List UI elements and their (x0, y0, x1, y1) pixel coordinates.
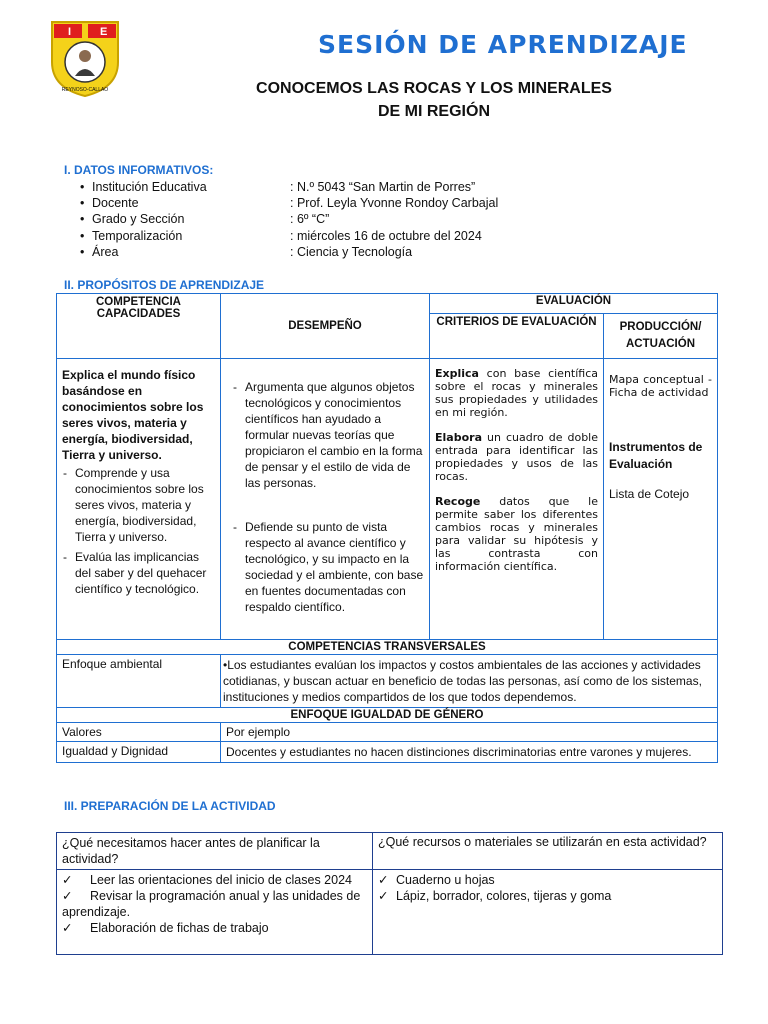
enfoque-text: Los estudiantes evalúan los impactos y costos ambientales de las acciones y actividades cotidianas, y buscan actuar en beneficio de todas las personas, así como de los sistemas, instituciones y medios compartidos de los que todos dependemos. (223, 658, 702, 704)
check-icon: ✓ (62, 889, 73, 903)
propositos-table (56, 293, 718, 763)
enfoque-text-cell: •Los estudiantes evalúan los impactos y costos ambientales de las acciones y actividades cotidianas, y buscan actuar en beneficio de todas las personas, así como de los sistemas, instituciones y medios compartidos de los que todos dependemos. (221, 655, 718, 708)
check-icon: ✓ (378, 889, 389, 903)
question-recursos: ¿Qué recursos o materiales se utilizarán en esta actividad? (373, 833, 723, 870)
antes-item: ✓ Elaboración de fichas de trabajo (62, 921, 269, 935)
info-row-grado: • Grado y Sección : 6º “C” (80, 212, 330, 226)
criterio-item: Explica con base científica sobre el rocas y minerales sus propiedades y utilidades en mi región. (435, 367, 598, 419)
valores-label: Valores (57, 723, 221, 742)
genero-heading: ENFOQUE IGUALDAD DE GÉNERO (57, 708, 718, 723)
antes-list (57, 870, 373, 955)
criterios-cell (430, 359, 604, 640)
info-row-temporalizacion: • Temporalización : miércoles 16 de octubre del 2024 (80, 229, 482, 243)
competencia-cell (57, 359, 221, 640)
logo-text: REYNOSO-CALLAO (61, 87, 109, 93)
produccion-text: Mapa conceptual - Ficha de actividad (609, 373, 712, 399)
desempeno-cell (221, 359, 430, 640)
igualdad-label: Igualdad y Dignidad (57, 742, 221, 763)
check-icon: ✓ (62, 921, 73, 935)
info-row-institucion: • Institución Educativa : N.º 5043 “San Martin de Porres” (80, 180, 476, 194)
desempeno-item: - Argumenta que algunos objetos tecnológicos y conocimientos científicos han ayudado a formular nuevas teorías que propiciaron el cambio en la forma de pensar y el estilo de vida de las personas. (245, 379, 424, 491)
header-evaluacion: EVALUACIÓN (430, 294, 718, 314)
enfoque-label: Enfoque ambiental (57, 655, 221, 708)
recurso-item: ✓ Cuaderno u hojas (378, 873, 495, 887)
antes-item: ✓ Revisar la programación anual y las unidades de aprendizaje. (62, 889, 361, 919)
capacidad-item: - Comprende y usa conocimientos sobre los seres vivos, materia y energía, biodiversidad, Tierra y universo. (75, 465, 215, 545)
competencia-text: Explica el mundo físico basándose en conocimientos sobre los seres vivos, materia y energía, biodiversidad, Tierra y universo. (62, 368, 204, 462)
valores-value: Por ejemplo (221, 723, 718, 742)
capacidad-item: - Evalúa las implicancias del saber y del quehacer científico y tecnológico. (75, 549, 215, 597)
transversales-heading: COMPETENCIAS TRANSVERSALES (57, 640, 718, 655)
header-competencia: COMPETENCIA CAPACIDADES (57, 294, 221, 359)
preparacion-table (56, 832, 723, 955)
check-icon: ✓ (62, 873, 73, 887)
instrumento-text: Lista de Cotejo (609, 487, 690, 501)
school-logo (48, 18, 122, 98)
svg-text:E: E (100, 26, 108, 38)
instrumentos-label: Instrumentos de Evaluación (609, 440, 703, 471)
info-row-docente: • Docente : Prof. Leyla Yvonne Rondoy Carbajal (80, 196, 499, 210)
criterio-item: Recoge datos que le permite saber los diferentes cambios rocas y minerales para validar su hipótesis y las contrasta con información científica. (435, 495, 598, 573)
antes-item: ✓ Leer las orientaciones del inicio de clases 2024 (62, 873, 352, 887)
page-title: SESIÓN DE APRENDIZAJE (318, 30, 688, 59)
criterio-item: Elabora un cuadro de doble entrada para identificar las propiedades y usos de las rocas. (435, 431, 598, 483)
preparacion-heading: III. PREPARACIÓN DE LA ACTIVIDAD (64, 799, 276, 813)
session-subtitle-line1: CONOCEMOS LAS ROCAS Y LOS MINERALES (256, 80, 612, 97)
desempeno-item: - Defiende su punto de vista respecto al avance científico y tecnológico, y su impacto en la sociedad y el ambiente, con base en fuentes documentadas con respaldo científico. (245, 519, 424, 615)
question-antes: ¿Qué necesitamos hacer antes de planificar la actividad? (57, 833, 373, 870)
recurso-item: ✓ Lápiz, borrador, colores, tijeras y goma (378, 889, 612, 903)
recursos-list (373, 870, 723, 955)
header-criterios: CRITERIOS DE EVALUACIÓN (430, 314, 604, 359)
svg-text:I: I (68, 26, 72, 38)
datos-heading: I. DATOS INFORMATIVOS: (64, 163, 214, 177)
header-produccion: PRODUCCIÓN/ ACTUACIÓN (604, 314, 718, 359)
igualdad-text: Docentes y estudiantes no hacen distinciones discriminatorias entre varones y mujeres. (221, 742, 718, 763)
propositos-heading: II. PROPÓSITOS DE APRENDIZAJE (64, 278, 265, 292)
session-subtitle-line2: DE MI REGIÓN (377, 103, 490, 120)
info-row-area: • Área : Ciencia y Tecnología (80, 245, 413, 259)
check-icon: ✓ (378, 873, 389, 887)
header-desempeno: DESEMPEÑO (221, 294, 430, 359)
produccion-cell (604, 359, 718, 640)
